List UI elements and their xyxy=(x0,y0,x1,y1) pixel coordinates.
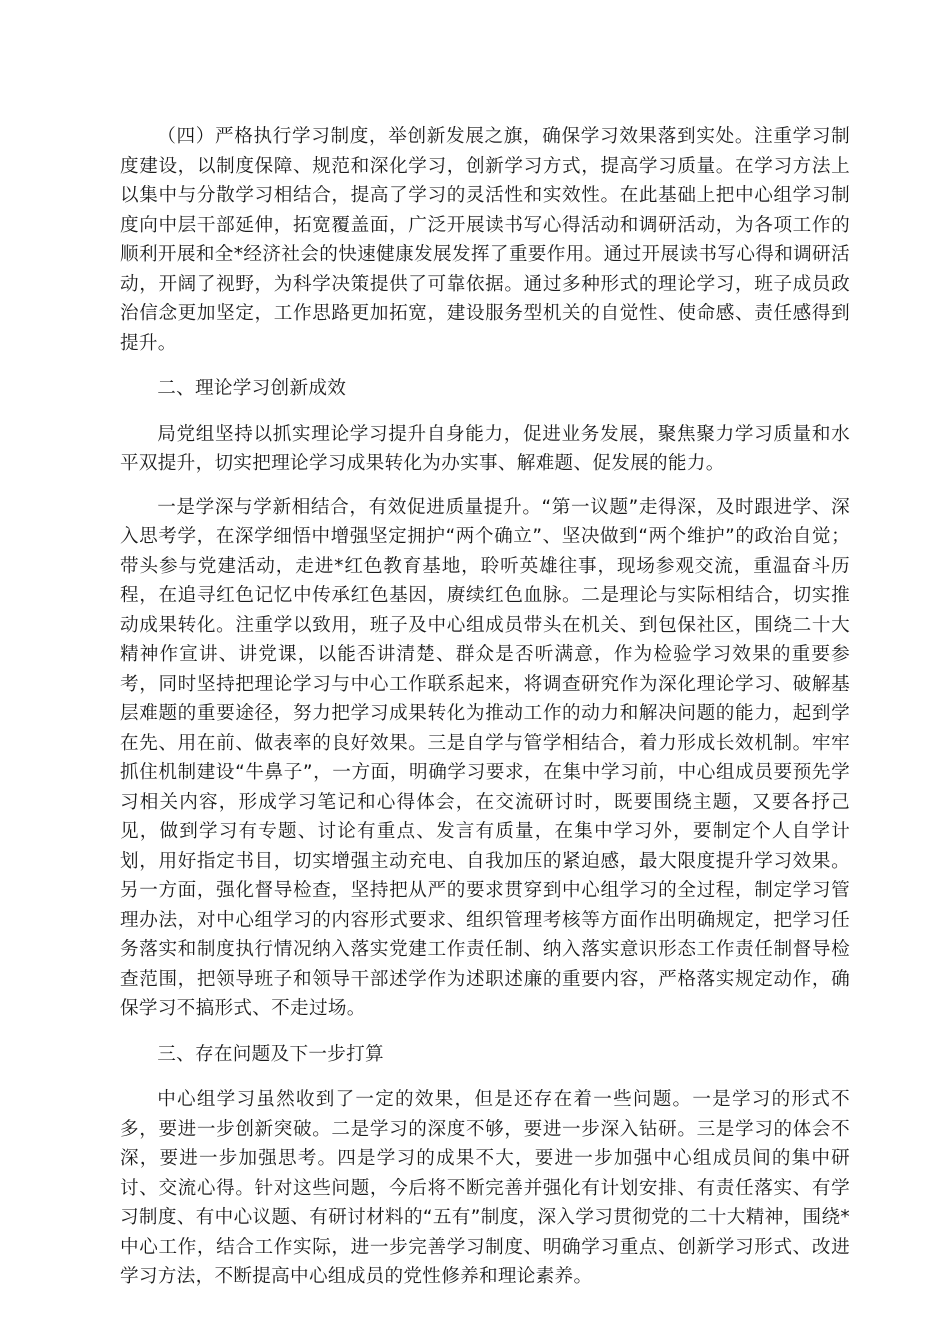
section-heading-problems-plans: 三、存在问题及下一步打算 xyxy=(157,1043,384,1065)
paragraph-problems-plans: 中心组学习虽然收到了一定的效果，但是还存在着一些问题。一是学习的形式不多，要进一步创新突破。二是学习的深度不够，要进一步深入钻研。三是学习的体会不深，要进一步加强思考。四是学习的成果不大，要进一步加强中心组成员间的集中研讨、交流心得。针对这些问题，今后将不断完善并强化有计划安排、有责任落实、有学习制度、有中心议题、有研讨材料的“五有”制度，深入学习贯彻党的二十大精神，围绕*中心工作，结合工作实际，进一步完善学习制度、明确学习重点、创新学习形式、改进学习方法，不断提高中心组成员的党性修养和理论素养。 xyxy=(120,1089,850,1287)
document-page xyxy=(120,122,850,1292)
paragraph-party-group-intro: 局党组坚持以抓实理论学习提升自身能力，促进业务发展，聚焦聚力学习质量和水平双提升，切实把理论学习成果转化为办实事、解难题、促发展的能力。 xyxy=(120,423,850,474)
section-heading-theory-results: 二、理论学习创新成效 xyxy=(157,378,347,399)
paragraph-three-combinations: 一是学深与学新相结合，有效促进质量提升。“第一议题”走得深，及时跟进学、深入思考学，在深学细悟中增强坚定拥护“两个确立”、坚决做到“两个维护”的政治自觉；带头参与党建活动，走进*红色教育基地，聆听英雄往事，现场参观交流，重温奋斗历程，在追寻红色记忆中传承红色基因，赓续红色血脉。二是理论与实际相结合，切实推动成果转化。注重学以致用，班子及中心组成员带头在机关、到包保社区，围绕二十大精神作宣讲、讲党课，以能否讲清楚、群众是否听满意，作为检验学习效果的重要参考，同时坚持把理论学习与中心工作联系起来，将调查研究作为深化理论学习、破解基层难题的重要途径，努力把学习成果转化为推动工作的动力和解决问题的能力，起到学在先、用在前、做表率的良好效果。三是自学与管学相结合，着力形成长效机制。牢牢抓住机制建设“牛鼻子”，一方面，明确学习要求，在集中学习前，中心组成员要预先学习相关内容，形成学习笔记和心得体会，在交流研讨时，既要围绕主题，又要各抒己见，做到学习有专题、讨论有重点、发言有质量，在集中学习外，要制定个人自学计划，用好指定书目，切实增强主动充电、自我加压的紧迫感，最大限度提升学习效果。另一方面，强化督导检查，坚持把从严的要求贯穿到中心组学习的全过程，制定学习管理办法，对中心组学习的内容形式要求、组织管理考核等方面作出明确规定，把学习任务落实和制度执行情况纳入落实党建工作责任制、纳入落实意识形态工作责任制督导检查范围，把领导班子和领导干部述学作为述职述廉的重要内容，严格落实规定动作，确保学习不搞形式、不走过场。 xyxy=(120,496,850,1019)
paragraph-study-system: （四）严格执行学习制度，举创新发展之旗，确保学习效果落到实处。注重学习制度建设，以制度保障、规范和深化学习，创新学习方式，提高学习质量。在学习方法上以集中与分散学习相结合，提高了学习的灵活性和实效性。在此基础上把中心组学习制度向中层干部延伸，拓宽覆盖面，广泛开展读书写心得活动和调研活动，为各项工作的顺利开展和全*经济社会的快速健康发展发挥了重要作用。通过开展读书写心得和调研活动，开阔了视野，为科学决策提供了可靠依据。通过多种形式的理论学习，班子成员政治信念更加坚定，工作思路更加拓宽，建设服务型机关的自觉性、使命感、责任感得到提升。 xyxy=(120,126,850,354)
